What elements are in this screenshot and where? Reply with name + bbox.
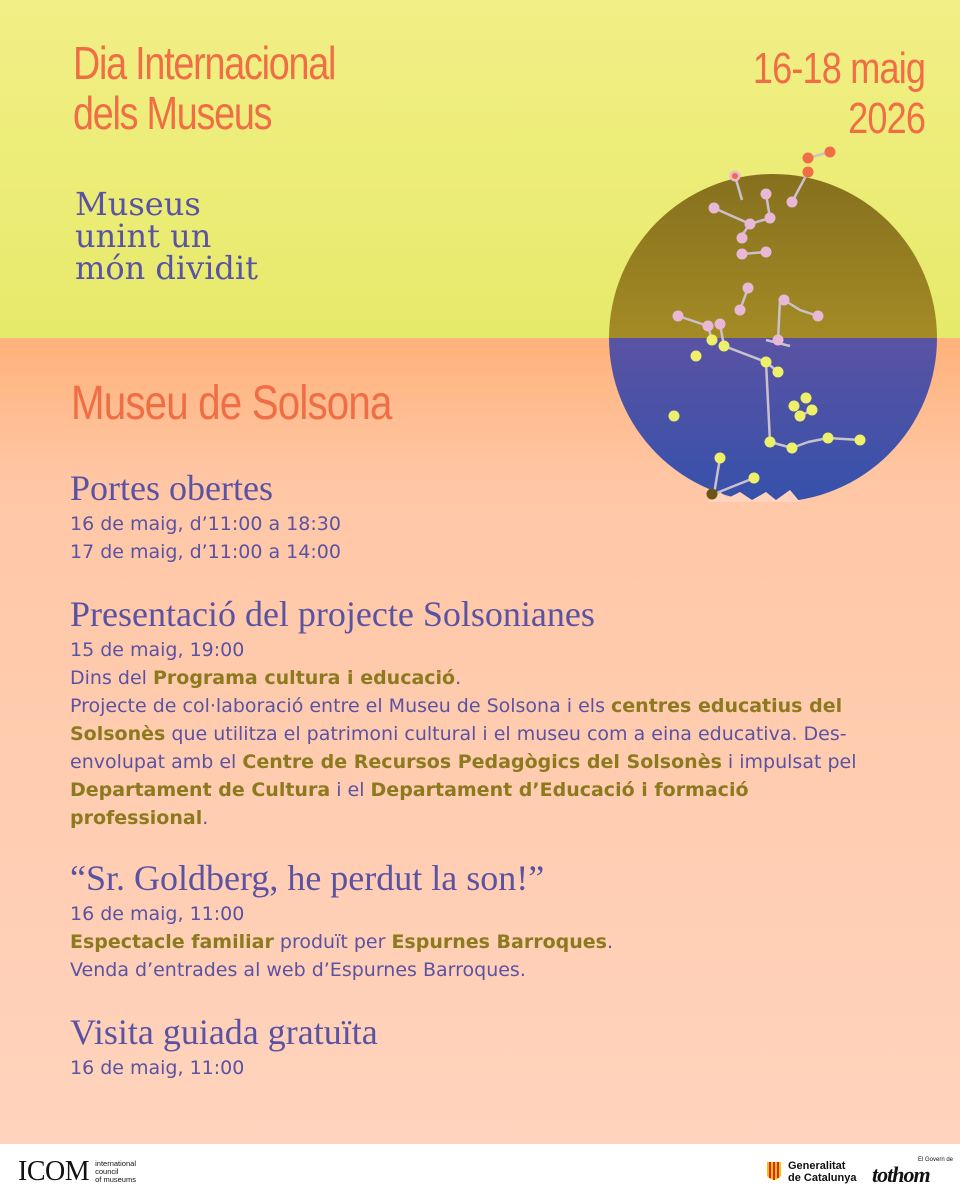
program-item-title: “Sr. Goldberg, he perdut la son!” [70, 858, 545, 898]
program [70, 466, 930, 1082]
desc-text: i impulsat pel [721, 751, 857, 773]
icom-logo-subtitle [95, 1160, 136, 1184]
program-item-date: 16 de maig, 11:00 [70, 1057, 245, 1079]
icom-logo-subtitle-line: international [95, 1159, 136, 1168]
context-text: Dins del [70, 667, 153, 689]
event-dates-line: 16-18 maig [752, 44, 925, 93]
program-item-schedule: 16 de maig, d’11:00 a 18:30 [70, 513, 341, 535]
govern-de-tothom-small: El Govern de [918, 1157, 954, 1163]
program-item-context [70, 664, 930, 692]
govern-de-tothom-word: tothom [872, 1162, 930, 1187]
gencat-logo-line: Generalitat [788, 1160, 846, 1172]
desc-highlight: Centre de Recursos Pedagògics del Solsonès [242, 751, 722, 773]
desc-text: produït per [273, 931, 392, 953]
program-item-title: Visita guiada gratuïta [70, 1012, 378, 1052]
program-item-portes-obertes [70, 466, 930, 566]
desc-text: que utilitza el patrimoni cultural i el museu com a eina educativa. Des-envolupat amb el [70, 723, 847, 773]
program-item-date: 16 de maig, 11:00 [70, 903, 245, 925]
program-item-schedule: 17 de maig, d’11:00 a 14:00 [70, 541, 341, 563]
desc-highlight: centres educatius del Solsonès [70, 695, 843, 745]
program-item-tickets: Venda d’entrades al web d’Espurnes Barroques. [70, 959, 526, 981]
context-text: . [455, 667, 462, 689]
desc-highlight: Departament de Cultura [70, 779, 331, 801]
desc-text: i el [330, 779, 371, 801]
program-item-description [70, 928, 930, 956]
icom-logo [18, 1157, 136, 1187]
icom-logo-subtitle-line: council [95, 1167, 119, 1176]
event-title-line: Dia Internacional [73, 37, 336, 89]
event-dates [753, 44, 925, 144]
gencat-logo [766, 1160, 856, 1184]
desc-highlight: Espurnes Barroques [391, 931, 607, 953]
constellation-globe-icon [600, 140, 950, 520]
icom-logo-subtitle-line: of museums [95, 1175, 136, 1184]
program-item-title: Portes obertes [70, 468, 273, 508]
motto-line: unint un [75, 217, 212, 255]
event-dates-line: 2026 [848, 94, 925, 143]
motto [75, 185, 258, 287]
gencat-logo-line: de Catalunya [788, 1172, 857, 1184]
motto-line: Museus [75, 185, 201, 223]
motto-line: món dividit [75, 249, 258, 287]
program-item-goldberg [70, 856, 930, 984]
icom-logo-word: ICOM [18, 1156, 90, 1187]
gencat-flag-icon [766, 1162, 782, 1182]
program-item-visita-guiada [70, 1010, 930, 1082]
event-title-line: dels Museus [73, 87, 272, 139]
program-item-date: 15 de maig, 19:00 [70, 639, 245, 661]
program-item-presentacio [70, 592, 930, 832]
desc-highlight: Departament d’Educació i formació professional [70, 779, 749, 829]
desc-text: . [202, 807, 209, 829]
desc-text: Projecte de col·laboració entre el Museu de Solsona i els [70, 695, 612, 717]
event-title [73, 38, 335, 138]
museum-name: Museu de Solsona [71, 377, 392, 430]
desc-text: . [606, 931, 614, 953]
program-item-description [70, 692, 890, 832]
govern-de-tothom-logo [870, 1152, 954, 1190]
context-highlight: Programa cultura i educació [152, 667, 456, 689]
gencat-logo-text [788, 1160, 856, 1184]
desc-highlight: Espectacle familiar [70, 931, 274, 953]
program-item-title: Presentació del projecte Solsonianes [70, 594, 595, 634]
